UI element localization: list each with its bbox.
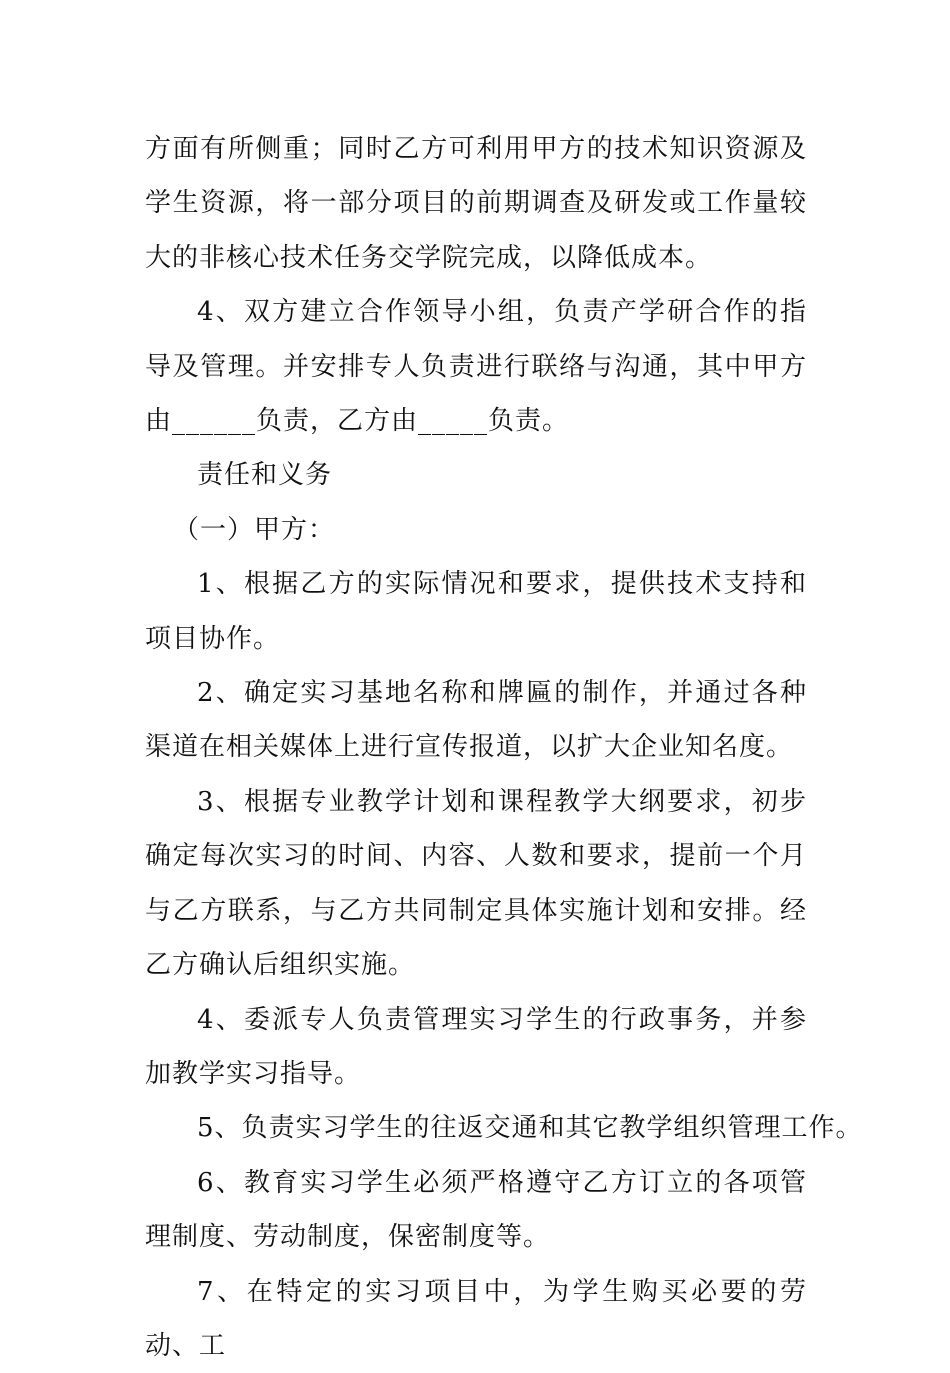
paragraph-a2: 2、确定实习基地名称和牌匾的制作，并通过各种渠道在相关媒体上进行宣传报道，以扩大企业知名度。 bbox=[145, 678, 807, 763]
paragraph-a4: 4、委派专人负责管理实习学生的行政事务，并参加教学实习指导。 bbox=[145, 1004, 807, 1089]
paragraph-a6: 6、教育实习学生必须严格遵守乙方订立的各项管理制度、劳动制度，保密制度等。 bbox=[145, 1167, 807, 1253]
document-body bbox=[145, 122, 863, 1373]
paragraph-a1: 1、根据乙方的实际情况和要求，提供技术支持和项目协作。 bbox=[145, 569, 807, 654]
paragraph-a5: 5、负责实习学生的往返交通和其它教学组织管理工作。 bbox=[197, 1113, 863, 1144]
paragraph-a7: 7、在特定的实习项目中，为学生购买必要的劳动、工 bbox=[145, 1276, 807, 1361]
paragraph-a3: 3、根据专业教学计划和课程教学大纲要求，初步确定每次实习的时间、内容、人数和要求，提前一个月与乙方联系，与乙方共同制定具体实施计划和安排。经乙方确认后组织实施。 bbox=[145, 786, 807, 981]
paragraph-item-4-leadership: 4、双方建立合作领导小组，负责产学研合作的指导及管理。并安排专人负责进行联络与沟通，其中甲方由______负责，乙方由_____负责。 bbox=[145, 297, 807, 437]
paragraph-continuation: 方面有所侧重；同时乙方可利用甲方的技术知识资源及学生资源，将一部分项目的前期调查及研发或工作量较大的非核心技术任务交学院完成，以降低成本。 bbox=[145, 134, 807, 273]
section-heading-party-a: （一）甲方： bbox=[173, 514, 336, 545]
section-heading-responsibilities: 责任和义务 bbox=[197, 460, 333, 491]
